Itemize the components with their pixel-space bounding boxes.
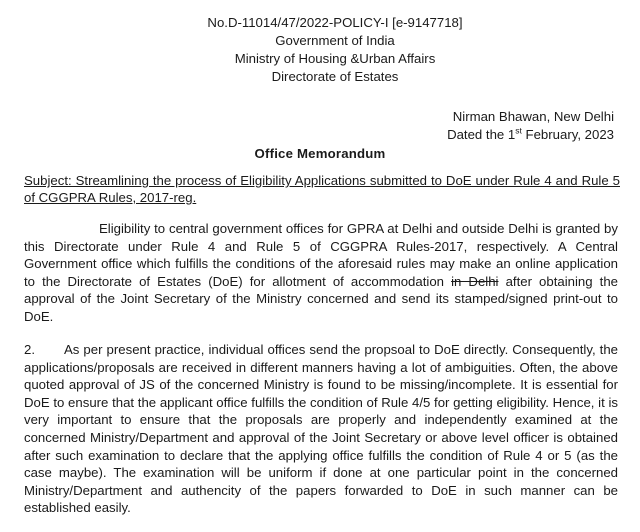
paragraph-1-text-before: Eligibility to central government offices for GPRA at Delhi and outside Delhi is granted by this Directorate under Rule 4 and Rule 5 of CGGPRA Rules-2017, respectively. A Central Government office which fulfills the conditions of the aforesaid rules may make an online application to the Directorate of Estates (DoE) for allotment of accommodation: [24, 221, 618, 289]
paragraph-2-number: 2.: [24, 342, 35, 357]
ministry-name: Ministry of Housing &Urban Affairs: [234, 51, 436, 66]
file-number: No.D-11014/47/2022-POLICY-I [e-9147718]: [207, 15, 463, 30]
document-title: Office Memorandum: [254, 146, 386, 161]
subject-line: Subject: Streamlining the process of Eligibility Applications submitted to DoE under Rule 4 and Rule 5 of CGGPRA Rules, 2017-reg.: [24, 173, 620, 205]
struck-text: in Delhi: [451, 273, 499, 289]
paragraph-1-text-after: after obtaining the approval of the Joint Secretary of the Ministry concerned and send its stamped/signed print-out to DoE.: [24, 273, 618, 324]
date-prefix: Dated the 1: [447, 127, 516, 142]
paragraph-2-text: As per present practice, individual offices send the propsoal to DoE directly. Consequently, the applications/proposals are received in different manners having a lot of ambiguities. Often, the above quoted approval of JS of the concerned Ministry is found to be missing/incomplete. It is essential for DoE to ensure that the applicant office fulfills the condition of Rule 4/5 for getting eligibility. Hence, it is very important to ensure that the proposals are properly and independently examined at the concerned Ministry/Department and approval of the Joint Secretary or above level officer is obtained after such examination to declare that the applying office fulfills the condition of Rule 4 or 5 (as the case maybe). The examination will be uniform if done at one particular point in the concerned Ministry/Department and authencity of the papers forwarded to DoE in such manner can be established easily.: [24, 342, 618, 516]
date: [447, 126, 614, 144]
directorate-name: Directorate of Estates: [271, 69, 399, 84]
place-and-date: [447, 108, 614, 144]
government-name: Government of India: [275, 33, 395, 48]
letterhead: [170, 14, 500, 86]
location: Nirman Bhawan, New Delhi: [452, 109, 614, 124]
date-ordinal: st: [515, 125, 522, 136]
paragraph-1: [24, 220, 618, 326]
paragraph-2: [24, 341, 618, 517]
date-rest: February, 2023: [521, 127, 614, 142]
